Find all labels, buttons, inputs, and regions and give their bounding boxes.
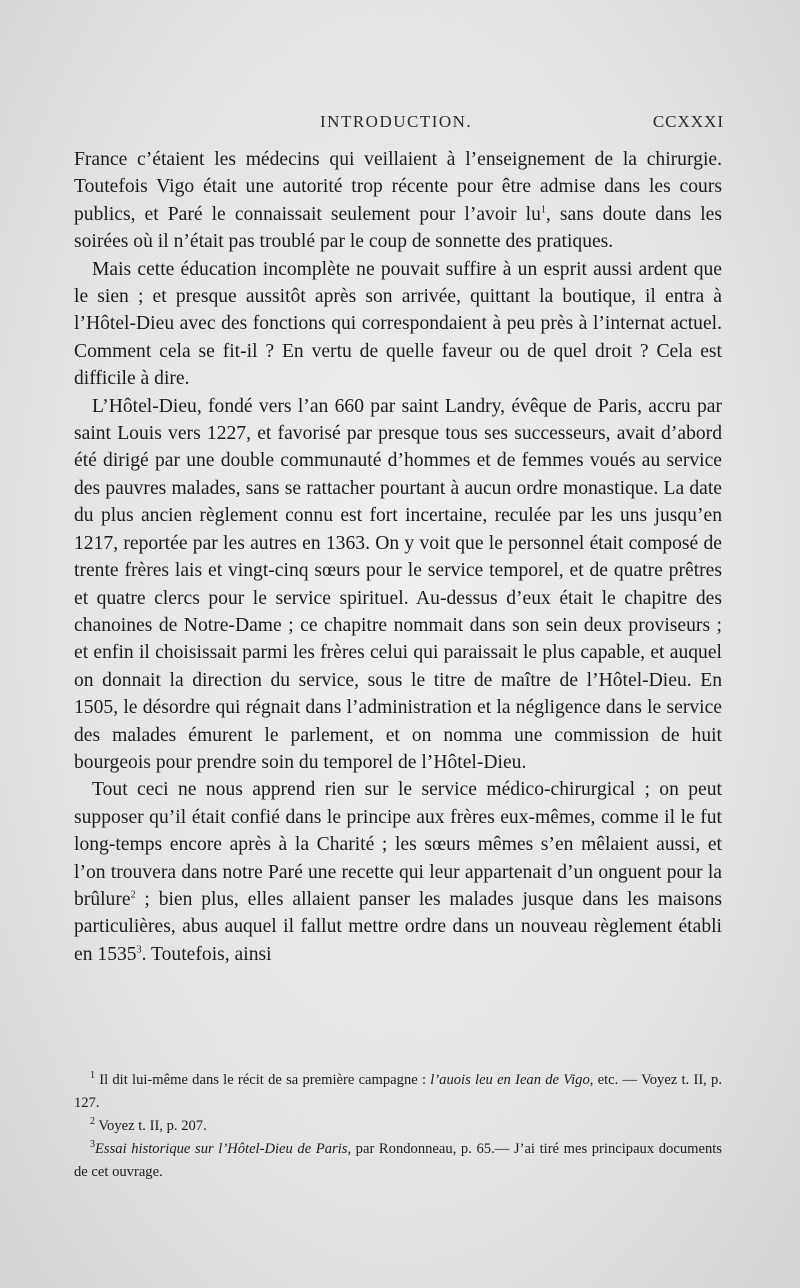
paragraph-1	[74, 146, 722, 256]
footnote-3-title: Essai historique sur l’Hôtel-Dieu de Paris	[95, 1141, 348, 1157]
footnote-1-end: , etc. — Voyez t. II, p. 127.	[74, 1072, 723, 1111]
paragraph-2: Mais cette éducation incomplète ne pouvait suffire à un esprit aussi ardent que le sien ; et presque aussitôt après son arrivée, quittant la boutique, il entra à l’Hôtel-Dieu avec des fonctions qui correspondaient à peu près à l’internat actuel. Comment cela se fit-il ? En vertu de quelle faveur ou de quel droit ? Cela est difficile à dire.	[74, 258, 722, 390]
footnote-3-text: , par Rondonneau, p. 65.— J’ai tiré mes principaux documents de cet ouvrage.	[74, 1141, 722, 1180]
page-header	[74, 112, 724, 138]
footnote-ref-2[interactable]: 2	[130, 889, 136, 901]
footnote-1-mark: 1	[90, 1070, 95, 1082]
body-text	[74, 146, 722, 968]
running-title: INTRODUCTION.	[320, 112, 473, 131]
footnote-2	[74, 1115, 722, 1138]
footnote-ref-3[interactable]: 3	[136, 944, 142, 956]
footnote-1-quote: l’auois leu en Iean de Vigo	[430, 1072, 590, 1088]
footnote-1	[74, 1069, 722, 1115]
page-number: CCXXXI	[652, 112, 724, 131]
footnote-3-mark: 3	[90, 1139, 95, 1151]
footnote-2-text: Voyez t. II, p. 207.	[95, 1118, 207, 1134]
footnote-2-mark: 2	[90, 1116, 95, 1128]
paragraph-3: L’Hôtel-Dieu, fondé vers l’an 660 par saint Landry, évêque de Paris, accru par saint Louis vers 1227, et favorisé par presque tous ses successeurs, avait d’abord été dirigé par une double communauté d’hommes et de femmes voués au service des pauvres malades, sans se rattacher pourtant à aucun ordre monastique. La date du plus ancien règlement connu est fort incertaine, reculée par les uns jusqu’en 1217, reportée par les autres en 1363. On y voit que le personnel était composé de trente frères lais et vingt-cinq sœurs pour le service temporel, et de quatre prêtres et quatre clercs pour le service spirituel. Au-dessus d’eux était le chapitre des chanoines de Notre-Dame ; ce chapitre nommait dans son sein deux proviseurs ; et enfin il choisissait parmi les frères celui qui paraissait le plus capable, et auquel on donnait la direction du service, sous le titre de maître de l’Hôtel-Dieu. En 1505, le désordre qui régnait dans l’administration et la négligence dans le service des malades émurent le parlement, et on nomma une commission de huit bourgeois pour prendre soin du temporel de l’Hôtel-Dieu.	[74, 395, 722, 773]
paragraph-4-end: . Toutefois, ainsi	[141, 943, 272, 965]
footnote-ref-1[interactable]: 1	[540, 204, 546, 216]
paragraph-4-text: Tout ceci ne nous apprend rien sur le service médico-chirurgical ; on peut supposer qu’il était confié dans le principe aux frères eux-mêmes, comme il le fut long-temps encore après à la Charité ; les sœurs mêmes s’en mêlaient aussi, et l’on trouvera dans notre Paré une recette qui leur appartenait d’un onguent pour la brûlure	[74, 779, 722, 910]
footnote-1-text: Il dit lui-même dans le récit de sa première campagne :	[95, 1072, 431, 1088]
paragraph-4-mid: ; bien plus, elles allaient panser les malades jusque dans les maisons particulières, abus auquel il fallut mettre ordre dans un nouveau règlement établi en 1535	[74, 888, 722, 965]
footnote-3	[74, 1138, 722, 1184]
paragraph-4	[74, 776, 722, 968]
paragraph-1-end: , sans doute dans les soirées où il n’était pas troublé par le coup de sonnette des pratiques.	[74, 203, 722, 253]
footnotes	[74, 1069, 722, 1184]
paragraph-1-text: France c’étaient les médecins qui veillaient à l’enseignement de la chirurgie. Toutefois Vigo était une autorité trop récente pour être admise dans les cours publics, et Paré le connaissait seulement pour l’avoir lu	[74, 149, 722, 225]
